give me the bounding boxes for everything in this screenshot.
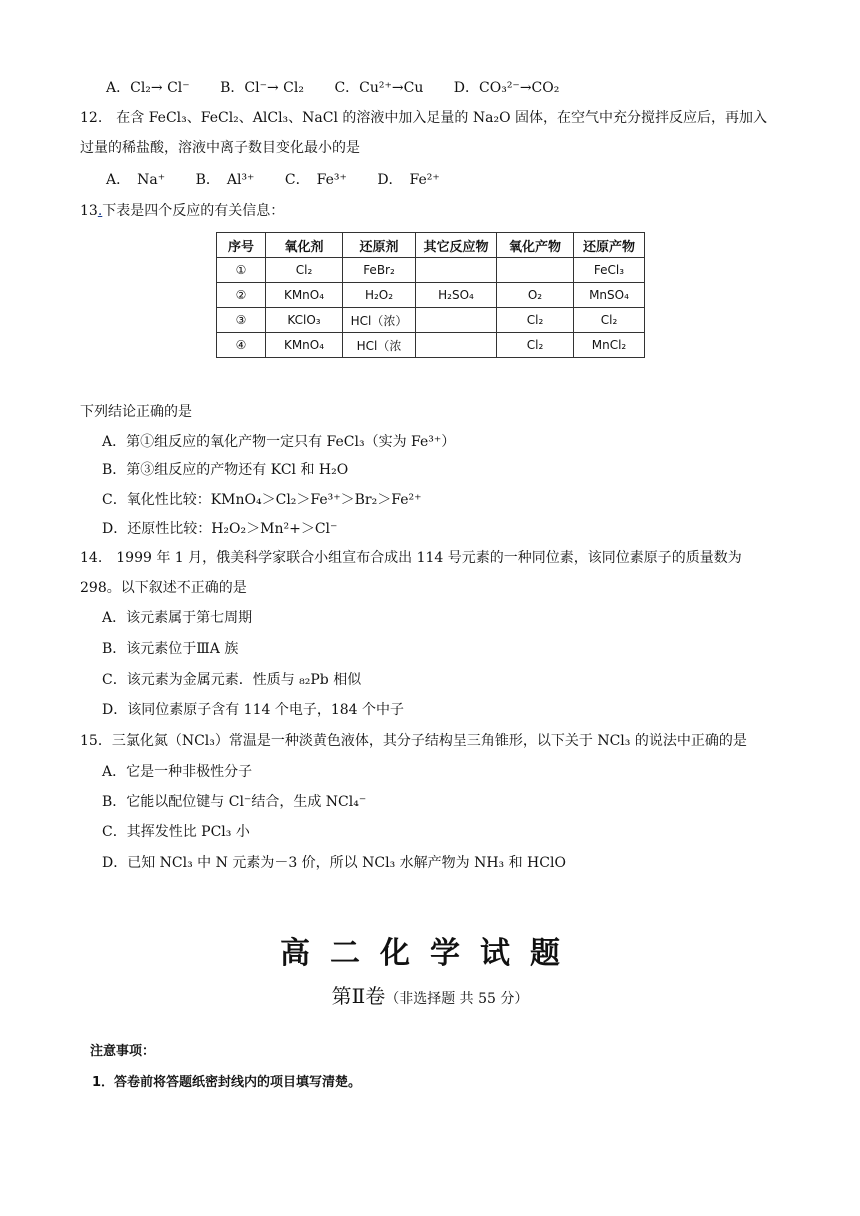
q12-stem-line2: 过量的稀盐酸，溶液中离子数目变化最小的是 bbox=[80, 140, 360, 156]
table-cell bbox=[416, 258, 497, 283]
q14-option-c: C．该元素为金属元素．性质与 ₈₂Pb 相似 bbox=[102, 672, 362, 688]
notes-item-1: 1．答卷前将答题纸密封线内的项目填写清楚。 bbox=[92, 1075, 362, 1090]
table-cell: MnCl₂ bbox=[574, 333, 645, 358]
q11-option-c: C．Cu²⁺→Cu bbox=[334, 80, 424, 96]
q12-option-d: D． Fe²⁺ bbox=[377, 172, 440, 188]
table-cell: FeBr₂ bbox=[343, 258, 416, 283]
q13-question: 下列结论正确的是 bbox=[80, 404, 192, 420]
table-row bbox=[217, 258, 645, 283]
q13-option-a: A．第①组反应的氧化产物一定只有 FeCl₃（实为 Fe³⁺） bbox=[102, 434, 456, 450]
notes-heading: 注意事项： bbox=[90, 1044, 156, 1059]
table-cell: O₂ bbox=[497, 283, 574, 308]
q15-option-a: A．它是一种非极性分子 bbox=[102, 764, 253, 780]
table-row bbox=[217, 308, 645, 333]
q13-mark: . bbox=[97, 203, 103, 219]
table-cell: FeCl₃ bbox=[574, 258, 645, 283]
q11-option-b: B．Cl⁻→ Cl₂ bbox=[220, 80, 304, 96]
table-cell: H₂SO₄ bbox=[416, 283, 497, 308]
q11-option-a: A．Cl₂→ Cl⁻ bbox=[106, 80, 190, 96]
volume-note: （非选择题 共 55 分） bbox=[385, 991, 529, 1007]
q15-stem: 15．三氯化氮（NCl₃）常温是一种淡黄色液体，其分子结构呈三角锥形，以下关于 NCl₃ 的说法中正确的是 bbox=[80, 733, 747, 749]
q12-option-b: B． Al³⁺ bbox=[195, 172, 255, 188]
table-cell bbox=[416, 333, 497, 358]
q14-stem-line2: 298。以下叙述不正确的是 bbox=[80, 580, 247, 596]
table-cell: KClO₃ bbox=[266, 308, 343, 333]
q14-option-d: D．该同位素原子含有 114 个电子，184 个中子 bbox=[102, 702, 405, 718]
table-header-cell: 还原剂 bbox=[343, 233, 416, 258]
table-header-cell: 其它反应物 bbox=[416, 233, 497, 258]
table-cell: ④ bbox=[217, 333, 266, 358]
q14-option-b: B．该元素位于ⅢA 族 bbox=[102, 641, 239, 657]
q13-option-d: D．还原性比较：H₂O₂＞Mn²+＞Cl⁻ bbox=[102, 521, 338, 537]
q13-option-c: C．氧化性比较：KMnO₄＞Cl₂＞Fe³⁺＞Br₂＞Fe²⁺ bbox=[102, 492, 422, 508]
q15-option-d: D．已知 NCl₃ 中 N 元素为－3 价，所以 NCl₃ 水解产物为 NH₃ 和 HClO bbox=[102, 855, 566, 871]
table-header-cell: 序号 bbox=[217, 233, 266, 258]
table-cell bbox=[497, 258, 574, 283]
q13-stem bbox=[80, 201, 284, 221]
table-cell: Cl₂ bbox=[574, 308, 645, 333]
table-cell: Cl₂ bbox=[497, 308, 574, 333]
table-cell: KMnO₄ bbox=[266, 283, 343, 308]
table-cell bbox=[416, 308, 497, 333]
table-cell: Cl₂ bbox=[266, 258, 343, 283]
q14-option-a: A．该元素属于第七周期 bbox=[102, 610, 253, 626]
q15-option-c: C．其挥发性比 PCl₃ 小 bbox=[102, 824, 250, 840]
q14-stem-line1: 14. 1999 年 1 月，俄美科学家联合小组宣布合成出 114 号元素的一种同位素，该同位素原子的质量数为 bbox=[80, 550, 742, 566]
table-cell: HCl（浓 bbox=[343, 333, 416, 358]
table-cell: KMnO₄ bbox=[266, 333, 343, 358]
table-row bbox=[217, 333, 645, 358]
table-header-row bbox=[217, 233, 645, 258]
table-cell: ① bbox=[217, 258, 266, 283]
table-cell: ② bbox=[217, 283, 266, 308]
q12-stem-line1: 12. 在含 FeCl₃、FeCl₂、AlCl₃、NaCl 的溶液中加入足量的 Na₂O 固体，在空气中充分搅拌反应后，再加入 bbox=[80, 110, 767, 126]
table-cell: ③ bbox=[217, 308, 266, 333]
table-row bbox=[217, 283, 645, 308]
table-header-cell: 还原产物 bbox=[574, 233, 645, 258]
q11-options bbox=[106, 78, 585, 98]
q12-options bbox=[106, 170, 466, 190]
table-cell: MnSO₄ bbox=[574, 283, 645, 308]
q11-option-d: D．CO₃²⁻→CO₂ bbox=[453, 80, 560, 96]
q13-number: 13 bbox=[80, 203, 98, 219]
volume-label: 第Ⅱ卷 bbox=[331, 984, 386, 1008]
reaction-table bbox=[216, 232, 645, 358]
q12-option-a: A． Na⁺ bbox=[106, 172, 166, 188]
table-cell: H₂O₂ bbox=[343, 283, 416, 308]
q13-option-b: B．第③组反应的产物还有 KCl 和 H₂O bbox=[102, 462, 349, 478]
q12-option-c: C． Fe³⁺ bbox=[284, 172, 347, 188]
table-cell: Cl₂ bbox=[497, 333, 574, 358]
q15-option-b: B．它能以配位键与 Cl⁻结合，生成 NCl₄⁻ bbox=[102, 794, 367, 810]
q13-stem-text: 下表是四个反应的有关信息： bbox=[102, 203, 285, 219]
table-header-cell: 氧化产物 bbox=[497, 233, 574, 258]
section-volume bbox=[0, 980, 860, 1009]
table-header-cell: 氧化剂 bbox=[266, 233, 343, 258]
section-title: 高二化学试题 bbox=[280, 936, 580, 971]
table-cell: HCl（浓） bbox=[343, 308, 416, 333]
